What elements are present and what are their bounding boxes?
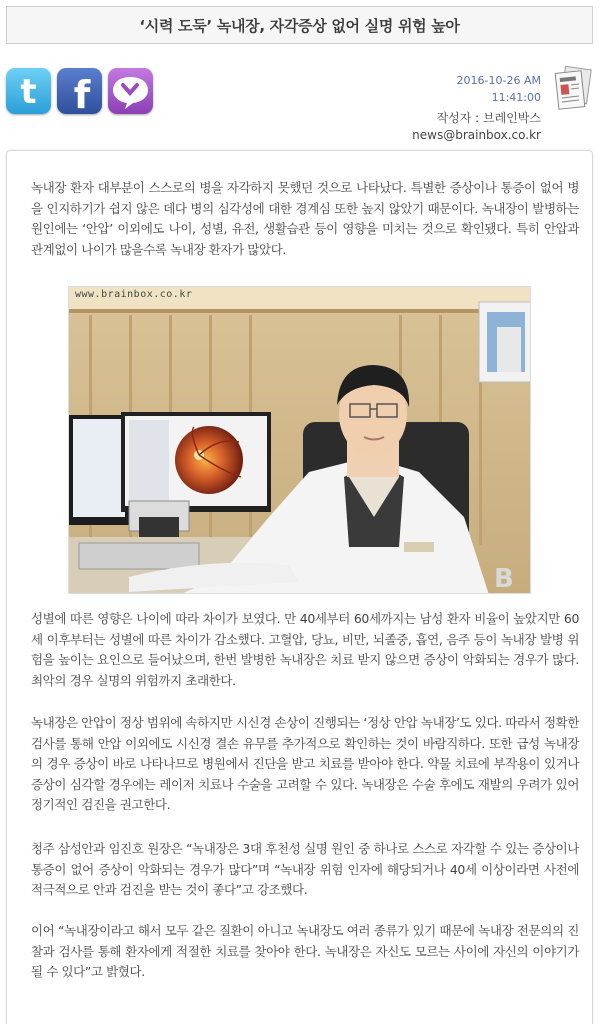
facebook-icon[interactable] xyxy=(57,68,102,114)
paragraph-5: 이어 “녹내장이라고 해서 모두 같은 질환이 아니고 녹내장도 여러 종류가 있기 때문에 녹내장 전문의의 진찰과 검사를 통해 환자에게 적절한 치료를 찾아야 한다. 녹내장은 자신도 모르는 사이에 자신의 이야기가 될 수 있다”고 밝혔다. xyxy=(31,923,579,979)
article-body xyxy=(6,150,593,1024)
paragraph-4: 청주 삼성안과 임진호 원장은 “녹내장은 3대 후천성 실명 원인 중 하나로 스스로 자각할 수 있는 증상이나 통증이 없어 증상이 악화되는 경우가 많다”며 “녹내장 위험 인자에 해당되거나 40세 이상이라면 사전에 적극적으로 안과 검진을 받는 것이 좋다”고 강조했다. xyxy=(31,841,579,897)
post-time: 11:41:00 xyxy=(491,91,541,104)
newspaper-icon xyxy=(553,66,593,114)
headline: ‘시력 도둑’ 녹내장, 자각증상 없어 실명 위험 높아 xyxy=(6,6,593,44)
article-photo xyxy=(68,286,531,594)
article-meta xyxy=(412,72,541,144)
yozm-icon[interactable] xyxy=(108,68,153,114)
paragraph-2: 성별에 따른 영향은 나이에 따라 차이가 보였다. 만 40세부터 60세까지는 남성 환자 비율이 높았지만 60세 이후부터는 성별에 따른 차이가 감소했다. 고혈압, 당뇨, 비만, 뇌졸중, 흡연, 음주 등이 녹내장 발병 위험을 높이는 요인으로 들어났으며, 한번 발병한 녹내장은 치료 받지 않으면 증상이 악화되는 경우가 많다. 최악의 경우 실명의 위험까지 초래한다. xyxy=(31,611,579,688)
svg-text:t: t xyxy=(20,72,37,112)
svg-text:B: B xyxy=(494,564,514,594)
paragraph-1: 녹내장 환자 대부분이 스스로의 병을 자각하지 못했던 것으로 나타났다. 특별한 증상이나 통증이 없어 병을 인지하기가 쉽지 않은 데다 병의 심각성에 대한 경계심 또한 높지 않았기 때문이다. 녹내장이 발병하는 원인에는 ‘안압’ 이외에도 나이, 성별, 유전, 생활습관 등이 영향을 미치는 것으로 확인됐다. 특히 안압과 관계없이 나이가 많을수록 녹내장 환자가 많았다. xyxy=(31,180,579,257)
share-bar xyxy=(6,68,153,114)
svg-text:f: f xyxy=(73,73,91,114)
author-email[interactable]: news@brainbox.co.kr xyxy=(412,128,541,142)
twitter-icon[interactable] xyxy=(6,68,51,114)
photo-watermark: www.brainbox.co.kr xyxy=(75,289,193,300)
paragraph-3: 녹내장은 안압이 정상 범위에 속하지만 시신경 손상이 진행되는 ‘정상 안압 녹내장’도 있다. 따라서 정확한 검사를 통해 안압 이외에도 시신경 결손 유무를 추가적으로 확인하는 것이 바람직하다. 또한 급성 녹내장의 경우 증상이 바로 나타나므로 병원에서 진단을 받고 치료를 받아야 한다. 약물 치료에 부작용이 있거나 증상이 심각할 경우에는 레이저 치료나 수술을 고려할 수 있다. 녹내장은 수술 후에도 재발의 우려가 있어 정기적인 검진을 권고한다. xyxy=(31,715,579,812)
post-date: 2016-10-26 AM xyxy=(456,74,541,87)
author: 작성자 : 브레인박스 xyxy=(436,111,541,125)
